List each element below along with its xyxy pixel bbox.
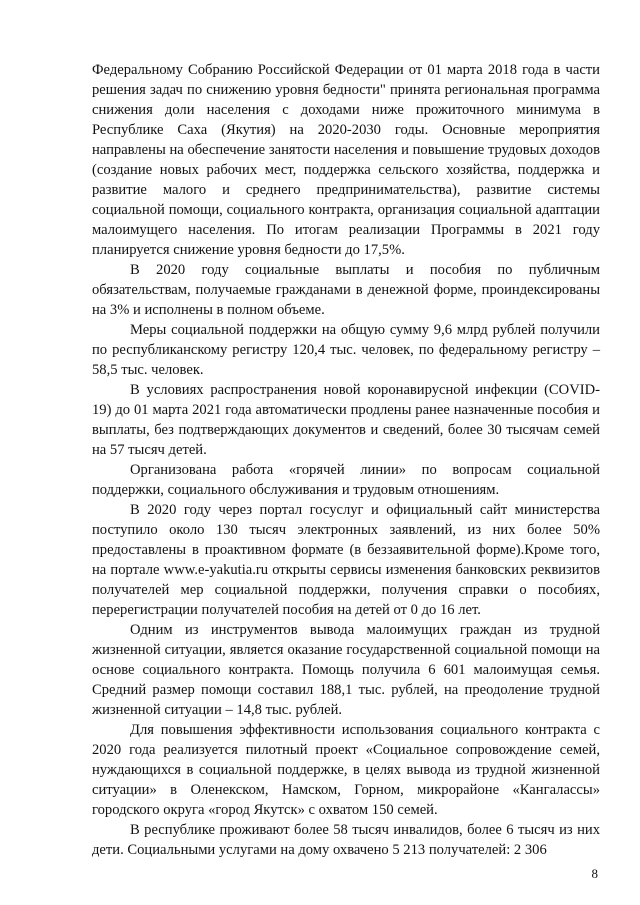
paragraph-poverty-program: Федеральному Собранию Российской Федерации от 01 марта 2018 года в части решения задач по снижению уровня бедности" принята региональная программа снижения доли населения с доходами ниже прожиточного минимума в Республике Саха (Якутия) на 2020-2030 годы. Основные мероприятия направлены на обеспечение занятости населения и повышение трудовых доходов (создание новых рабочих мест, поддержка сельского хозяйства, поддержка и развитие малого и среднего предпринимательства), развитие системы социальной помощи, социального контракта, организация социальной адаптации малоимущего населения. По итогам реализации Программы в 2021 году планируется снижение уровня бедности до 17,5%.: [92, 62, 600, 258]
paragraph-covid: В условиях распространения новой коронавирусной инфекции (COVID-19) до 01 марта 2021 года автоматически продлены ранее назначенные пособия и выплаты, без подтверждающих документов и сведений, более 30 тысячам семей на 57 тысяч детей.: [92, 382, 600, 458]
paragraph-electronic-applications: В 2020 году через портал госуслуг и официальный сайт министерства поступило около 130 тысяч электронных заявлений, из них более 50% предоставлены в проактивном формате (в беззаявительной форме).Кроме того, на портале www.e-yakutia.ru открыты сервисы изменения банковских реквизитов получателей мер социальной поддержки, получения справки о пособиях, перерегистрации получателей пособия на детей от 0 до 16 лет.: [92, 502, 600, 618]
page-number: 8: [591, 866, 598, 881]
document-body: [92, 60, 600, 860]
paragraph-social-payments: В 2020 году социальные выплаты и пособия по публичным обязательствам, получаемые гражданами в денежной форме, проиндексированы на 3% и исполнены в полном объеме.: [92, 262, 600, 318]
paragraph-disabled-persons: В республике проживают более 58 тысяч инвалидов, более 6 тысяч из них дети. Социальными услугами на дому охвачено 5 213 получателей: 2 306: [92, 822, 600, 858]
paragraph-social-contract: Одним из инструментов вывода малоимущих граждан из трудной жизненной ситуации, является оказание государственной социальной помощи на основе социального контракта. Помощь получила 6 601 малоимущая семья. Средний размер помощи составил 188,1 тыс. рублей, на преодоление трудной жизненной ситуации – 14,8 тыс. рублей.: [92, 622, 600, 718]
paragraph-pilot-project: Для повышения эффективности использования социального контракта с 2020 года реализуется пилотный проект «Социальное сопровождение семей, нуждающихся в социальной поддержке, в целях вывода из трудной жизненной ситуации» в Оленекском, Намском, Горном, микрорайоне «Кангалассы» городского округа «город Якутск» с охватом 150 семей.: [92, 722, 600, 818]
paragraph-hotline: Организована работа «горячей линии» по вопросам социальной поддержки, социального обслуживания и трудовым отношениям.: [92, 462, 600, 498]
paragraph-support-measures: Меры социальной поддержки на общую сумму 9,6 млрд рублей получили по республиканскому регистру 120,4 тыс. человек, по федеральному регистру – 58,5 тыс. человек.: [92, 322, 600, 378]
